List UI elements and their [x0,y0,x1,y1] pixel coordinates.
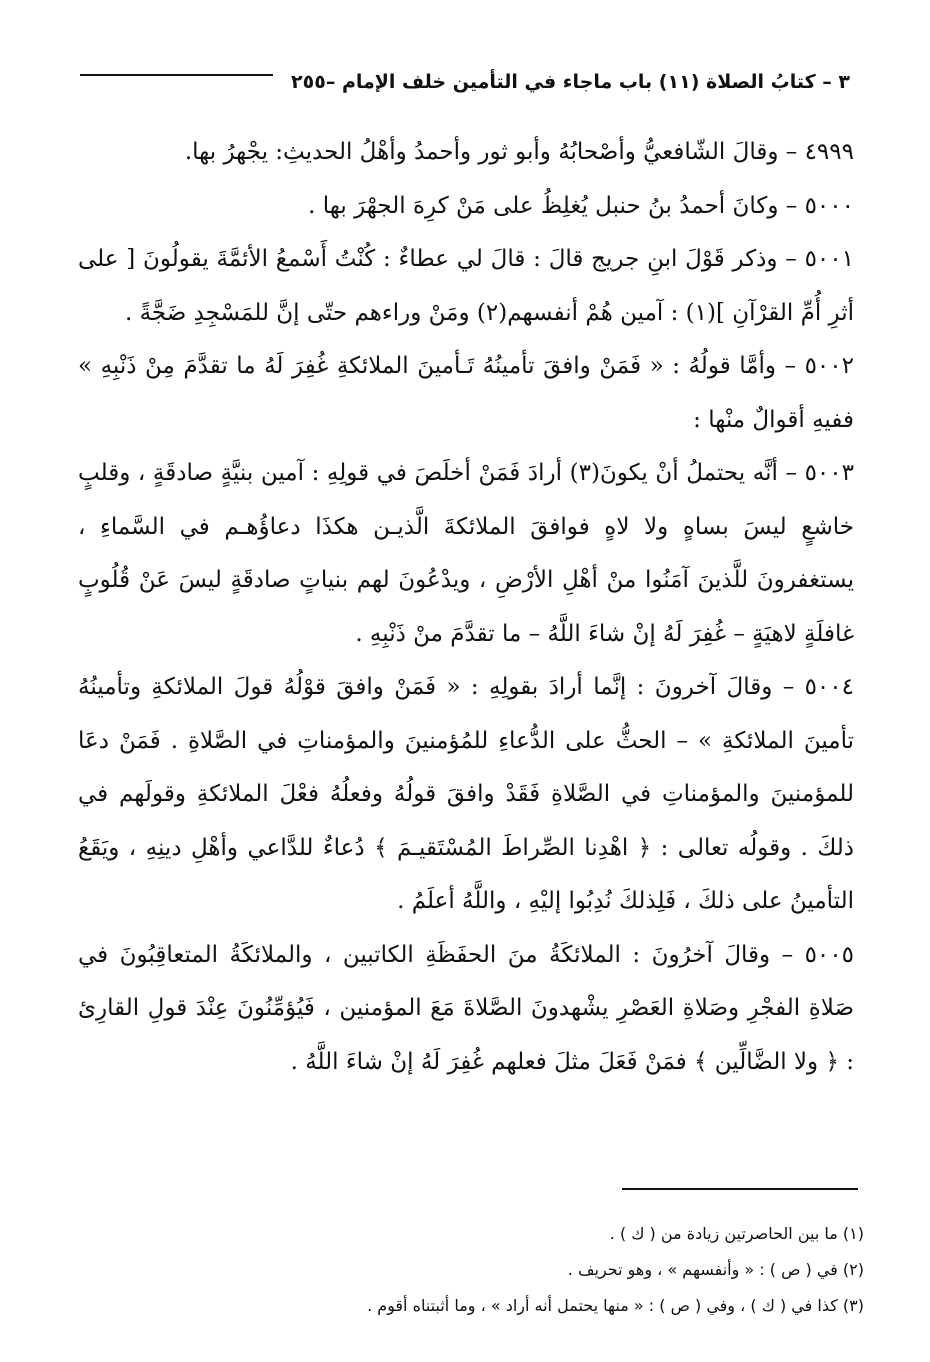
footnote-2: (٢) في ( ص ) : « وأنفسهم » ، وهو تحريف . [567,1260,864,1279]
footnotes [150,1216,864,1324]
paragraph-5002: ٥٠٠٢ – وأمَّا قولُهُ : « فَمَنْ وافقَ تأمينُهُ تَـأمينَ الملائكةِ غُفِرَ لَهُ ما تقدَّمَ مِنْ ذَنْبِهِ » ففيهِ أقوالٌ منْها : [78,353,854,433]
paragraph-5000: ٥٠٠٠ – وكانَ أحمدُ بنُ حنبل يُغلِظُ على مَنْ كرِهَ الجهْرَ بها . [308,192,854,219]
header-rule [80,74,273,76]
footnote-1: (١) ما بين الحاصرتين زيادة من ( ك ) . [609,1224,864,1243]
running-header [80,62,850,102]
paragraph-5003: ٥٠٠٣ – أنَّه يحتملُ أنْ يكونَ(٣) أرادَ فَمَنْ أخلَصَ في قولِهِ : آمين بنيَّةٍ صادقَةٍ ، وقلبٍ خاشعٍ ليسَ بساهٍ ولا لاهٍ فوافقَ الملائكةَ الَّذيـن هكذَا دعاؤُهـم في السَّماءِ ، يستغفرونَ للَّذينَ آمَنُوا منْ أهْلِ الأرْضِ ، ويدْعُونَ لهم بنياتٍ صادقَةٍ ليسَ عَنْ قُلُوبٍ غافلَةٍ لاهيَةٍ – غُفِرَ لَهُ إنْ شاءَ اللَّهُ – ما تقدَّمَ منْ ذَنْبِهِ . [78,460,854,647]
header-title: ٣ – كتابُ الصلاة (١١) باب ماجاء في التأمين خلف الإمام –٢٥٥ [291,71,850,93]
paragraph-5001: ٥٠٠١ – وذكر قَوْلَ ابنِ جريج قالَ : قالَ لي عطاءٌ : كُنْتُ أَسْمعُ الأئمَّةَ يقولُونَ [ على أثرِ أُمِّ القرْآنِ ](١) : آمين هُمْ أنفسهم(٢) ومَنْ وراءهم حتّى إنَّ للمَسْجِدِ ضَجَّةً . [78,246,854,326]
paragraph-4999: ٤٩٩٩ – وقالَ الشّافعيُّ وأصْحابُهُ وأبو ثور وأحمدُ وأهْلُ الحديثِ: يجْهرُ بها. [184,139,854,165]
paragraph-5004: ٥٠٠٤ – وقالَ آخرونَ : إنَّما أرادَ بقولِهِ : « فَمَنْ وافقَ قوْلُهُ قولَ الملائكةِ وتأمينُهُ تأمينَ الملائكةِ » – الحثُّ على الدُّعاءِ للمُؤمنينَ والمؤمناتِ في الصَّلاةِ . فَمَنْ دعَا للمؤمنينَ والمؤمناتِ في الصَّلاةِ فَقَدْ وافقَ قولُهُ وفعلُهُ فعْلَ الملائكةِ وقولَهم في ذلكَ . وقولُه تعالى : ﴿ اهْدِنا الصِّراطَ المُسْتَقيـمَ ﴾ دُعاءٌ للدَّاعي وأهْلِ دينِهِ ، ويَقَعُ التأمينُ على ذلكَ ، فَلِذلكَ نُدِبُوا إليْهِ ، واللَّهُ أعلَمُ . [78,674,854,914]
paragraph-5005: ٥٠٠٥ – وقالَ آخرُونَ : الملائكَةُ منَ الحفَظَةِ الكاتبين ، والملائكَةُ المتعاقِبُونَ في صَلاةِ الفجْرِ وصَلاةِ العَصْرِ يشْهدونَ الصَّلاةَ مَعَ المؤمنين ، فَيُؤمِّنُونَ عِنْدَ قولِ القارِئ : ﴿ ولا الضَّالِّين ﴾ فمَنْ فَعَلَ مثلَ فعلهم غُفِرَ لَهُ إنْ شاءَ اللَّهُ . [78,941,854,1075]
main-text [78,126,854,1089]
footnote-divider [622,1188,858,1190]
footnote-3: (٣) كذا في ( ك ) ، وفي ( ص ) : « منها يحتمل أنه أراد » ، وما أثبتناه أقوم . [367,1296,864,1315]
